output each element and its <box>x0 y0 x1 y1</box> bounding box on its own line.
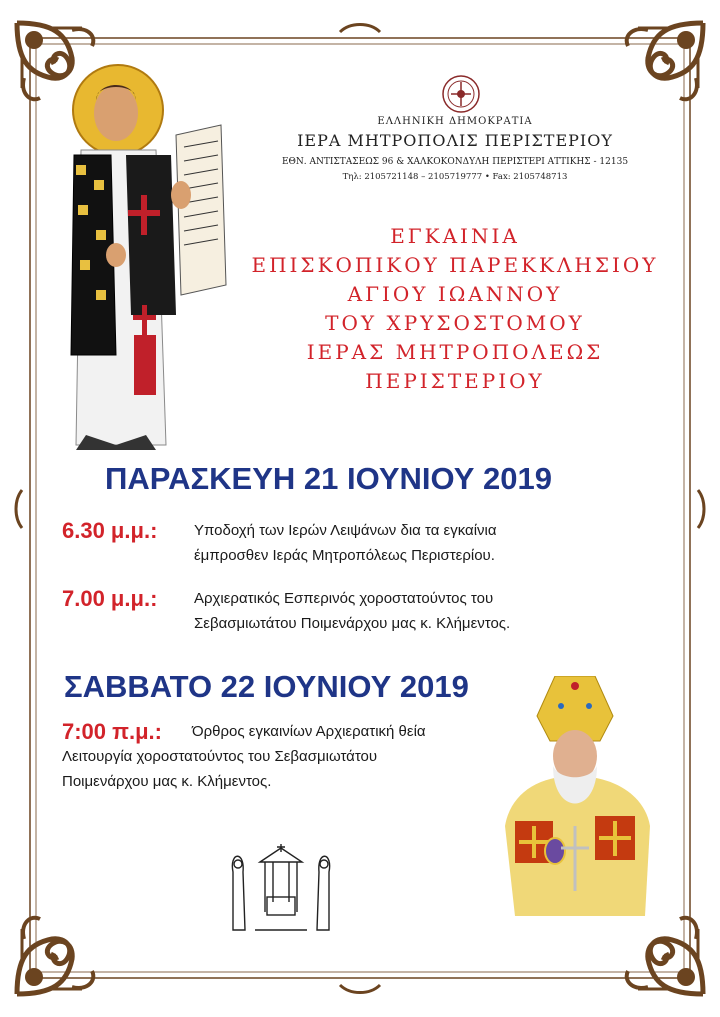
title-line: ΕΠΙΣΚΟΠΙΚΟΥ ΠΑΡΕΚΚΛΗΣΙΟΥ <box>251 253 659 277</box>
day2-event1-desc <box>62 719 502 794</box>
metropolis-seal-icon <box>438 74 484 114</box>
corner-ornament-bottom-left <box>17 918 93 994</box>
day2-heading: ΣΑΒΒΑΤΟ 22 ΙΟΥΝΙΟΥ 2019 <box>64 669 469 704</box>
desc-line: Ποιμενάρχου μας κ. Κλήμεντος. <box>62 773 272 790</box>
desc-line: Λειτουργία χοροστατούντος του Σεβασμιωτάτου <box>62 748 378 765</box>
desc-line: έμπροσθεν Ιεράς Μητροπόλεως Περιστερίου. <box>194 547 495 564</box>
desc-line: Σεβασμιωτάτου Ποιμενάρχου μας κ. Κλήμεντος. <box>194 615 511 632</box>
title-line: ΕΓΚΑΙΝΙΑ <box>390 224 520 248</box>
saint-john-chrysostom-icon <box>56 55 236 455</box>
title-line: ΤΟΥ ΧΡΥΣΟΣΤΟΜΟΥ <box>325 311 585 335</box>
desc-line: Υποδοχή των Ιερών Λειψάνων δια τα εγκαίνια <box>194 522 497 539</box>
altar-with-angels-icon <box>225 842 337 934</box>
corner-ornament-top-right <box>627 23 703 99</box>
day1-event2-desc <box>194 586 510 636</box>
day2-event1-time: 7:00 π.μ.: <box>62 719 162 744</box>
corner-ornament-bottom-right <box>627 918 703 994</box>
day1-event2-time: 7.00 μ.μ.: <box>62 586 158 611</box>
header-phones: Τηλ: 2105721148 – 2105719777 • Fax: 2105748713 <box>342 172 568 182</box>
bishop-portrait-icon <box>495 676 657 916</box>
event-title <box>225 222 685 396</box>
desc-line: Όρθρος εγκαινίων Αρχιερατική θεία <box>192 723 426 740</box>
day1-event1-desc <box>194 518 497 568</box>
title-line: ΑΓΙΟΥ ΙΩΑΝΝΟΥ <box>347 282 563 306</box>
day1-event1-time: 6.30 μ.μ.: <box>62 518 158 543</box>
day1-heading: ΠΑΡΑΣΚΕΥΗ 21 ΙΟΥΝΙΟΥ 2019 <box>105 461 553 496</box>
desc-line: Αρχιερατικός Εσπερινός χοροστατούντος του <box>194 590 494 607</box>
title-line: ΙΕΡΑΣ ΜΗΤΡΟΠΟΛΕΩΣ ΠΕΡΙΣΤΕΡΙΟΥ <box>306 340 604 393</box>
header-metropolis: ΙΕΡΑ ΜΗΤΡΟΠΟΛΙΣ ΠΕΡΙΣΤΕΡΙΟΥ <box>297 131 613 150</box>
header-address: ΕΘΝ. ΑΝΤΙΣΤΑΣΕΩΣ 96 & ΧΑΛΚΟΚΟΝΔΥΛΗ ΠΕΡΙΣΤΕΡΙ ΑΤΤΙΚΗΣ - 12135 <box>281 157 629 167</box>
header-state: ΕΛΛΗΝΙΚΗ ΔΗΜΟΚΡΑΤΙΑ <box>377 116 533 127</box>
